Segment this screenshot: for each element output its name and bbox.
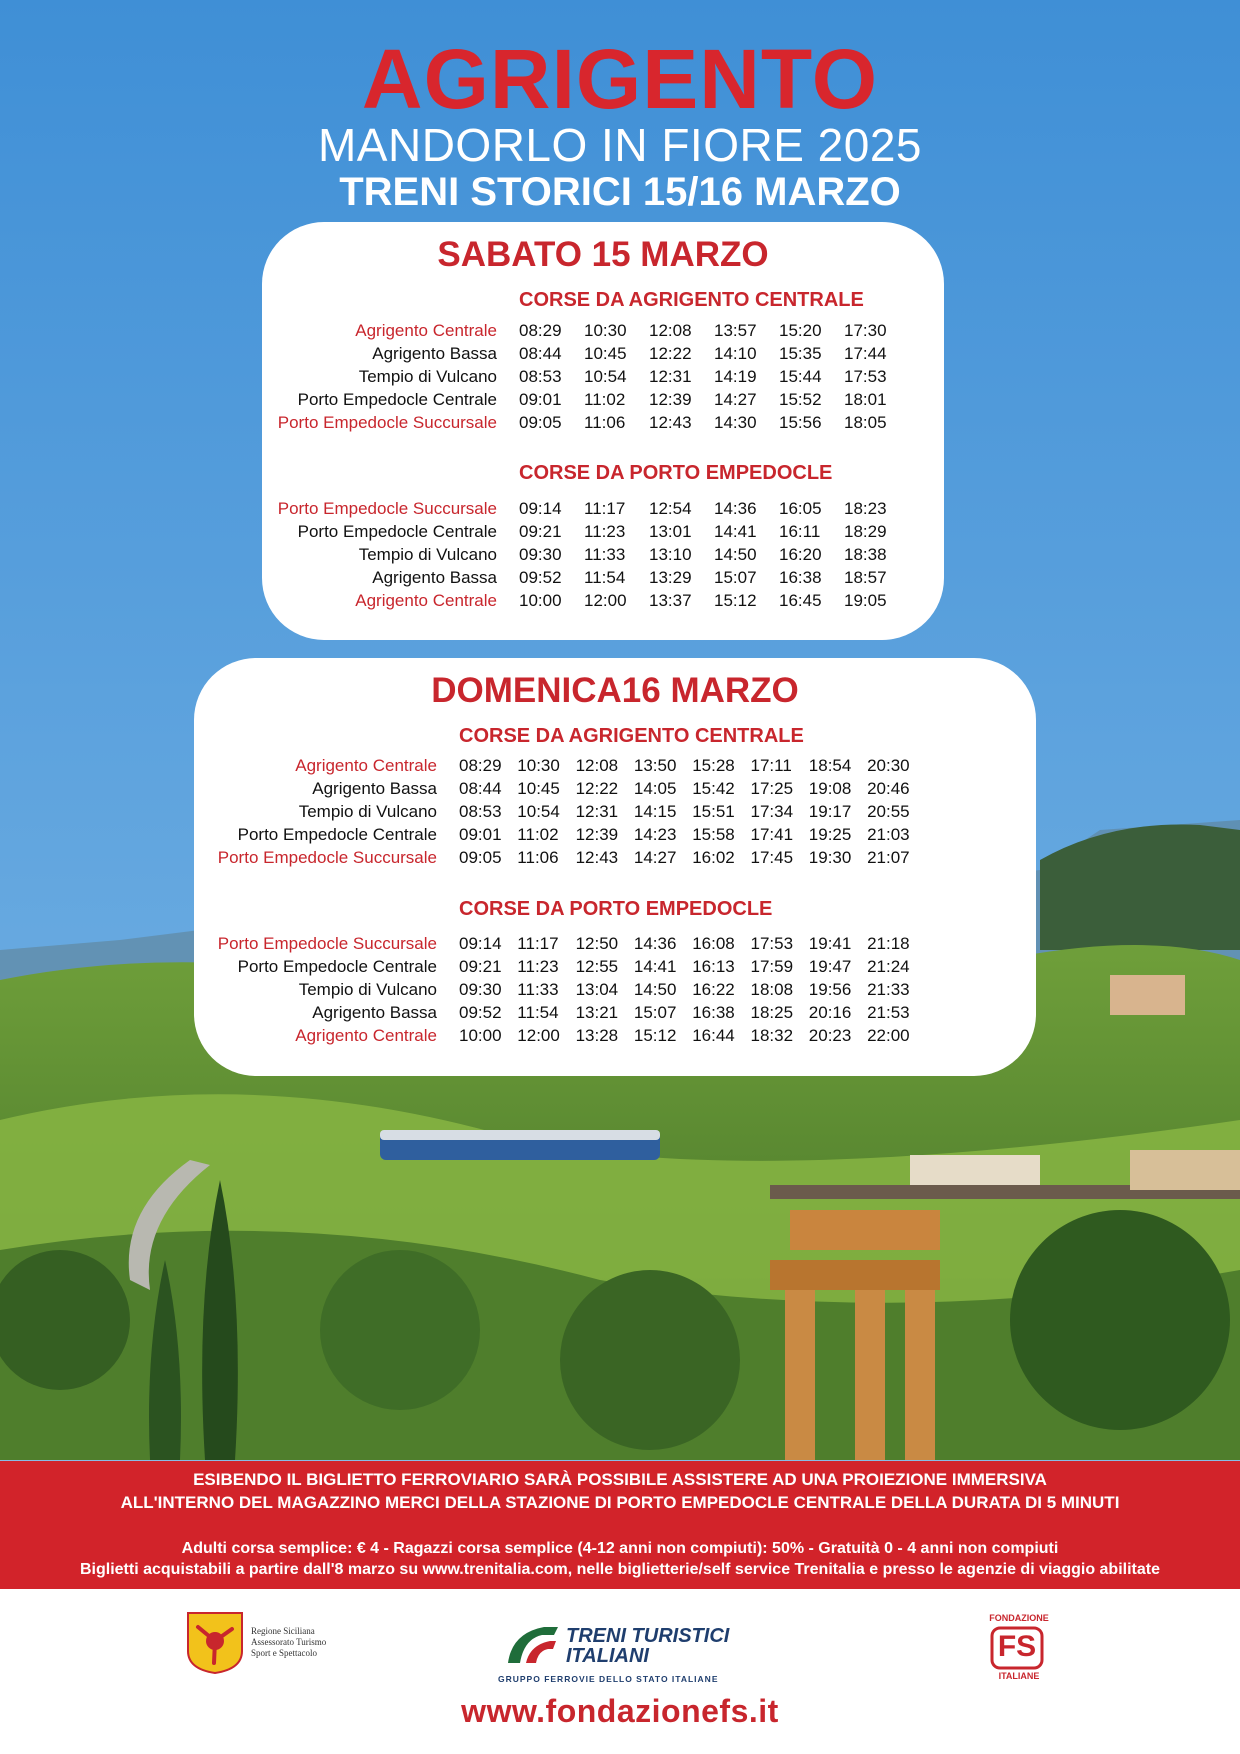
banner-line-1: ESIBENDO IL BIGLIETTO FERROVIARIO SARÀ POSSIBILE ASSISTERE AD UNA PROIEZIONE IMMERSIVA	[193, 1470, 1047, 1489]
departure-time: 11:23	[517, 957, 559, 976]
departure-time: 14:23	[633, 825, 677, 844]
departure-time: 21:53	[867, 1003, 910, 1022]
departure-time: 14:50	[633, 980, 677, 999]
station-name: Porto Empedocle Succursale	[217, 848, 437, 867]
departure-time: 11:54	[584, 568, 626, 587]
station-name: Agrigento Bassa	[372, 344, 497, 363]
departure-time: 09:30	[519, 545, 562, 564]
departure-time: 16:45	[779, 591, 822, 610]
departure-time: 20:23	[808, 1026, 852, 1045]
departure-time: 18:08	[750, 980, 794, 999]
departure-time: 19:17	[808, 802, 852, 821]
departure-time: 18:29	[844, 522, 887, 541]
table-row	[262, 543, 944, 566]
departure-time: 19:08	[808, 779, 852, 798]
station-name: Agrigento Centrale	[295, 756, 437, 775]
departure-time: 11:17	[584, 499, 626, 518]
departure-time: 18:23	[844, 499, 887, 518]
banner-line-2: ALL'INTERNO DEL MAGAZZINO MERCI DELLA STAZIONE DI PORTO EMPEDOCLE CENTRALE DELLA DURATA DI 5 MINUTI	[120, 1493, 1120, 1512]
departure-time: 13:10	[649, 545, 692, 564]
departure-time: 15:20	[779, 321, 822, 340]
departure-time: 21:24	[867, 957, 910, 976]
departure-time: 12:08	[649, 321, 692, 340]
departure-time: 12:54	[649, 499, 692, 518]
departure-time: 12:31	[649, 367, 692, 386]
departure-time: 10:00	[459, 1026, 502, 1045]
table-row	[262, 520, 944, 543]
departure-time: 12:31	[575, 802, 619, 821]
departure-time: 17:34	[750, 802, 794, 821]
departure-time: 15:07	[633, 1003, 677, 1022]
departure-time: 19:05	[844, 591, 887, 610]
station-name: Porto Empedocle Centrale	[297, 390, 497, 409]
departure-time: 15:58	[692, 825, 735, 844]
region-label	[251, 1626, 341, 1659]
departure-time: 20:55	[867, 802, 910, 821]
departure-time: 11:33	[517, 980, 559, 999]
treni-turistici-logo-icon	[498, 1619, 562, 1669]
table-row	[194, 1001, 1036, 1024]
departure-time: 11:02	[584, 390, 626, 409]
departure-time: 19:41	[808, 934, 852, 953]
departure-time: 20:30	[867, 756, 910, 775]
table-row	[194, 800, 1036, 823]
departure-time: 09:01	[519, 390, 562, 409]
departure-time: 11:54	[517, 1003, 559, 1022]
departure-time: 13:01	[649, 522, 692, 541]
table-row	[262, 411, 944, 434]
departure-time: 19:30	[808, 848, 852, 867]
station-name: Porto Empedocle Succursale	[277, 499, 497, 518]
sunday-title: DOMENICA16 MARZO	[431, 671, 799, 710]
station-name: Tempio di Vulcano	[358, 367, 497, 386]
departure-time: 09:30	[459, 980, 502, 999]
departure-time: 15:44	[779, 367, 822, 386]
departure-time: 08:53	[519, 367, 562, 386]
sunday-timetable-card	[194, 658, 1036, 1076]
region-label-line-3: Sport e Spettacolo	[251, 1648, 317, 1658]
departure-time: 17:45	[750, 848, 794, 867]
departure-time: 12:55	[575, 957, 619, 976]
departure-time: 13:04	[575, 980, 619, 999]
departure-time: 19:25	[808, 825, 852, 844]
departure-time: 09:14	[519, 499, 562, 518]
departure-time: 14:27	[714, 390, 757, 409]
tti-logo-line-2: ITALIANI	[566, 1645, 649, 1667]
departure-time: 18:57	[844, 568, 887, 587]
fs-logo-letters: FS	[997, 1630, 1037, 1663]
departure-time: 16:13	[692, 957, 735, 976]
table-row	[194, 754, 1036, 777]
fs-logo-top-label: FONDAZIONE	[989, 1613, 1049, 1623]
departure-time: 21:03	[867, 825, 910, 844]
departure-time: 20:16	[808, 1003, 852, 1022]
table-row	[194, 823, 1036, 846]
departure-time: 18:05	[844, 413, 887, 432]
departure-time: 15:12	[714, 591, 757, 610]
departure-time: 08:29	[459, 756, 502, 775]
table-row	[194, 846, 1036, 869]
departure-time: 12:08	[575, 756, 619, 775]
departure-time: 14:15	[633, 802, 677, 821]
station-name: Agrigento Centrale	[295, 1026, 437, 1045]
departure-time: 16:11	[779, 522, 821, 541]
sunday-return-title: CORSE DA PORTO EMPEDOCLE	[459, 898, 773, 920]
station-name: Tempio di Vulcano	[298, 980, 437, 999]
departure-time: 16:08	[692, 934, 735, 953]
departure-time: 17:59	[750, 957, 794, 976]
departure-time: 10:30	[584, 321, 627, 340]
departure-time: 16:20	[779, 545, 822, 564]
departure-time: 12:22	[575, 779, 619, 798]
departure-time: 16:38	[692, 1003, 735, 1022]
departure-time: 21:18	[867, 934, 910, 953]
departure-time: 14:50	[714, 545, 757, 564]
departure-time: 08:29	[519, 321, 562, 340]
ticket-sales-info: Biglietti acquistabili a partire dall'8 marzo su www.trenitalia.com, nelle biglietterie/self service Trenitalia e presso le agenzie di viaggio abilitate	[79, 1561, 1160, 1578]
region-label-line-1: Regione Siciliana	[251, 1626, 315, 1636]
departure-time: 12:50	[575, 934, 619, 953]
departure-time: 09:05	[459, 848, 502, 867]
table-row	[194, 777, 1036, 800]
departure-time: 21:33	[867, 980, 910, 999]
departure-time: 12:00	[517, 1026, 560, 1045]
departure-time: 10:54	[584, 367, 627, 386]
sunday-outbound-title: CORSE DA AGRIGENTO CENTRALE	[459, 725, 804, 747]
tti-logo-tagline: GRUPPO FERROVIE DELLO STATO ITALIANE	[498, 1674, 719, 1684]
table-row	[262, 388, 944, 411]
departure-time: 08:53	[459, 802, 502, 821]
departure-time: 10:30	[517, 756, 560, 775]
departure-time: 12:22	[649, 344, 692, 363]
event-subtitle: MANDORLO IN FIORE 2025	[317, 119, 923, 171]
departure-time: 15:52	[779, 390, 822, 409]
departure-time: 09:52	[519, 568, 562, 587]
station-name: Agrigento Centrale	[355, 321, 497, 340]
departure-time: 17:53	[750, 934, 794, 953]
departure-time: 09:52	[459, 1003, 502, 1022]
departure-time: 17:11	[750, 756, 792, 775]
station-name: Agrigento Centrale	[355, 591, 497, 610]
table-row	[262, 319, 944, 342]
table-row	[194, 1024, 1036, 1047]
departure-time: 20:46	[867, 779, 910, 798]
departure-time: 10:00	[519, 591, 562, 610]
departure-time: 18:54	[808, 756, 852, 775]
departure-time: 10:45	[584, 344, 627, 363]
table-row	[262, 497, 944, 520]
departure-time: 12:39	[649, 390, 692, 409]
departure-time: 11:02	[517, 825, 559, 844]
departure-time: 15:51	[692, 802, 735, 821]
departure-time: 11:06	[584, 413, 626, 432]
station-name: Porto Empedocle Succursale	[217, 934, 437, 953]
departure-time: 17:41	[750, 825, 794, 844]
departure-time: 08:44	[519, 344, 562, 363]
departure-time: 11:23	[584, 522, 626, 541]
saturday-title: SABATO 15 MARZO	[437, 235, 769, 274]
table-row	[194, 978, 1036, 1001]
departure-time: 14:27	[633, 848, 677, 867]
station-name: Tempio di Vulcano	[298, 802, 437, 821]
departure-time: 17:44	[844, 344, 887, 363]
departure-time: 13:29	[649, 568, 692, 587]
departure-time: 12:43	[575, 848, 619, 867]
station-name: Porto Empedocle Centrale	[237, 957, 437, 976]
departure-time: 17:30	[844, 321, 887, 340]
station-name: Agrigento Bassa	[372, 568, 497, 587]
departure-time: 18:25	[750, 1003, 794, 1022]
departure-time: 19:47	[808, 957, 852, 976]
ticket-prices: Adulti corsa semplice: € 4 - Ragazzi corsa semplice (4-12 anni non compiuti): 50% - Gratuità 0 - 4 anni non compiuti	[181, 1540, 1059, 1557]
table-row	[262, 365, 944, 388]
departure-time: 17:25	[750, 779, 794, 798]
station-name: Agrigento Bassa	[312, 1003, 437, 1022]
table-row	[194, 955, 1036, 978]
departure-time: 22:00	[867, 1026, 910, 1045]
departure-time: 13:28	[575, 1026, 619, 1045]
departure-time: 11:33	[584, 545, 626, 564]
departure-time: 15:56	[779, 413, 822, 432]
fs-logo-bottom-label: ITALIANE	[998, 1671, 1040, 1681]
event-dates: TRENI STORICI 15/16 MARZO	[339, 170, 901, 214]
station-name: Porto Empedocle Centrale	[237, 825, 437, 844]
poster-header	[0, 32, 1240, 216]
departure-time: 18:38	[844, 545, 887, 564]
website-link[interactable]: www.fondazionefs.it	[461, 1693, 779, 1729]
sicily-region-crest-icon	[186, 1611, 244, 1675]
departure-time: 18:01	[844, 390, 887, 409]
departure-time: 09:01	[459, 825, 502, 844]
station-name: Porto Empedocle Succursale	[277, 413, 497, 432]
departure-time: 15:07	[714, 568, 757, 587]
info-banner	[0, 1461, 1240, 1589]
departure-time: 13:50	[633, 756, 677, 775]
departure-time: 15:12	[633, 1026, 677, 1045]
departure-time: 16:02	[692, 848, 735, 867]
departure-time: 09:14	[459, 934, 502, 953]
departure-time: 09:05	[519, 413, 562, 432]
departure-time: 10:54	[517, 802, 560, 821]
departure-time: 09:21	[459, 957, 502, 976]
table-row	[262, 589, 944, 612]
departure-time: 14:30	[714, 413, 757, 432]
footer	[0, 1589, 1240, 1754]
departure-time: 15:28	[692, 756, 735, 775]
departure-time: 15:42	[692, 779, 735, 798]
departure-time: 16:38	[779, 568, 822, 587]
station-name: Agrigento Bassa	[312, 779, 437, 798]
departure-time: 11:17	[517, 934, 559, 953]
table-row	[262, 342, 944, 365]
departure-time: 12:00	[584, 591, 627, 610]
region-label-line-2: Assessorato Turismo	[251, 1637, 327, 1647]
station-name: Porto Empedocle Centrale	[297, 522, 497, 541]
departure-time: 17:53	[844, 367, 887, 386]
saturday-return-title: CORSE DA PORTO EMPEDOCLE	[519, 462, 833, 484]
departure-time: 13:57	[714, 321, 757, 340]
departure-time: 14:36	[714, 499, 757, 518]
departure-time: 12:39	[575, 825, 619, 844]
departure-time: 16:44	[692, 1026, 735, 1045]
table-row	[262, 566, 944, 589]
departure-time: 14:36	[633, 934, 677, 953]
departure-time: 11:06	[517, 848, 559, 867]
departure-time: 18:32	[750, 1026, 794, 1045]
departure-time: 09:21	[519, 522, 562, 541]
station-name: Tempio di Vulcano	[358, 545, 497, 564]
departure-time: 15:35	[779, 344, 822, 363]
departure-time: 14:41	[633, 957, 677, 976]
departure-time: 16:05	[779, 499, 822, 518]
saturday-timetable-card	[262, 222, 944, 640]
departure-time: 21:07	[867, 848, 910, 867]
departure-time: 13:21	[575, 1003, 619, 1022]
tti-logo-line-1: TRENI TURISTICI	[566, 1625, 730, 1647]
saturday-outbound-title: CORSE DA AGRIGENTO CENTRALE	[519, 289, 864, 311]
departure-time: 16:22	[692, 980, 735, 999]
table-row	[194, 932, 1036, 955]
departure-time: 14:05	[633, 779, 677, 798]
departure-time: 14:41	[714, 522, 757, 541]
departure-time: 14:10	[714, 344, 757, 363]
departure-time: 08:44	[459, 779, 502, 798]
departure-time: 19:56	[808, 980, 852, 999]
departure-time: 13:37	[649, 591, 692, 610]
page-title: AGRIGENTO	[361, 32, 879, 126]
departure-time: 14:19	[714, 367, 757, 386]
departure-time: 12:43	[649, 413, 692, 432]
departure-time: 10:45	[517, 779, 560, 798]
